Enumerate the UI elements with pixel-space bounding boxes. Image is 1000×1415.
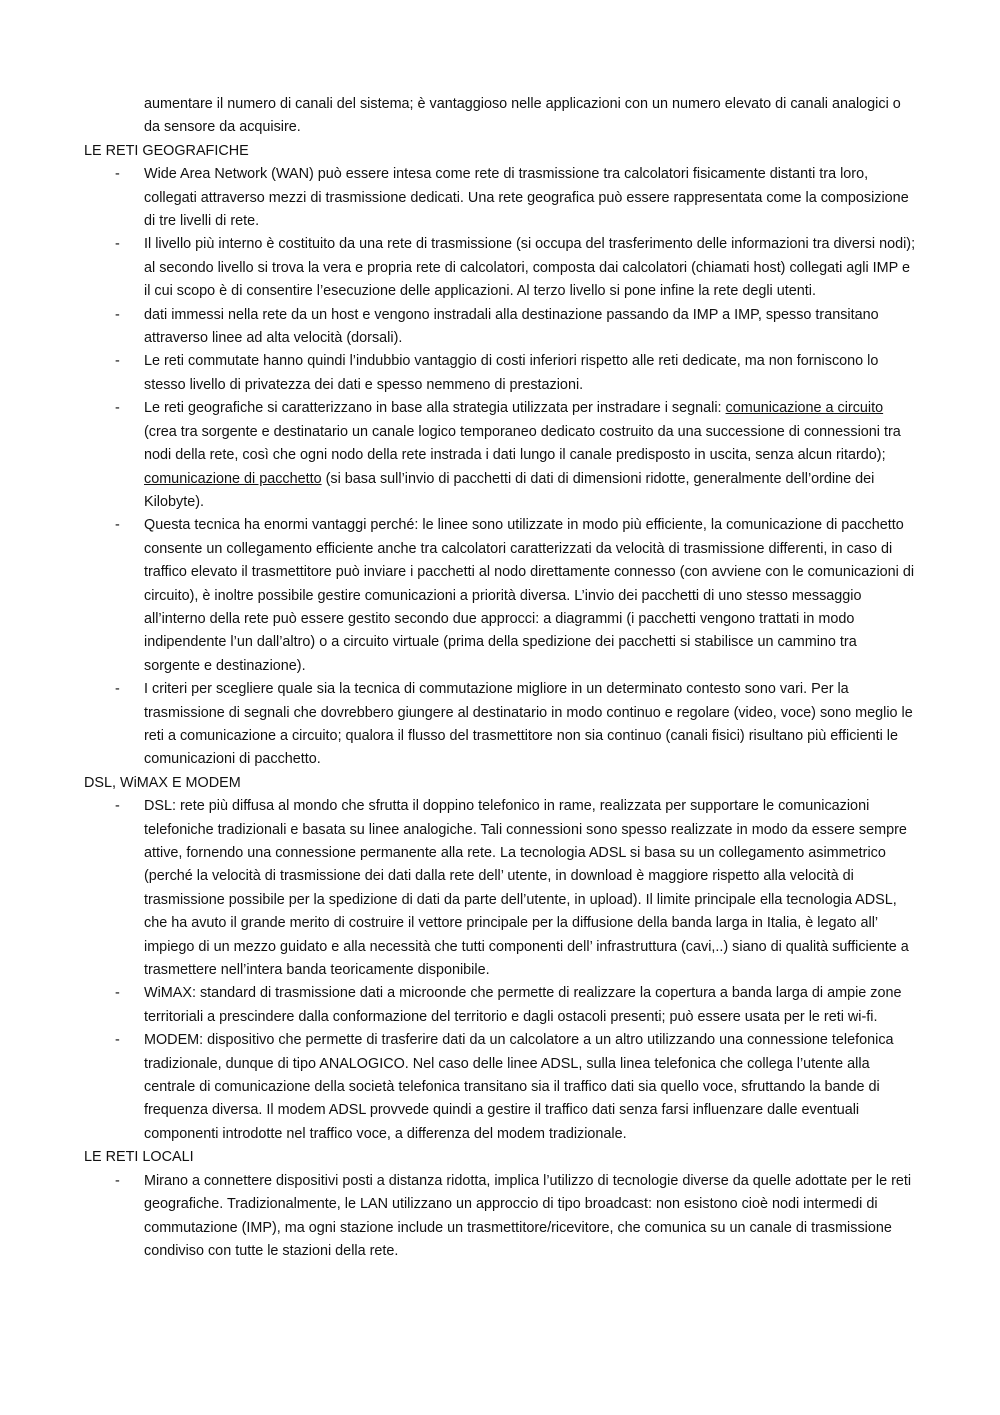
bullet-dash: - bbox=[115, 400, 120, 417]
document-body bbox=[0, 93, 1000, 1263]
list-item-text: DSL: rete più diffusa al mondo che sfrutta il doppino telefonico in rame, realizzata per supportare le comunicazioni telefoniche tradizionali e basata su linee analogiche. Tali connessioni sono spesso realizzate in modo da essere sempre attive, fornendo una connessione permanente alla rete. La tecnologia ADSL si basa su un collegamento asimmetrico (perché la velocità di trasmissione dei dati dalla rete dell’ utente, in download è maggiore rispetto alla velocità di trasmissione possibile per la spedizione di dati da parte dell’utente, in upload). Il limite principale ella tecnologia ADSL, che ha avuto il grande merito di costruire il vettore principale per la diffusione della banda larga in Italia, è legato all’ impiego di un mezzo guidato e alla necessità che tutti componenti dell’ infrastruttura (cavi,..) siano di qualità sufficiente a trasmettere nell’intera banda teoricamente disponibile. bbox=[144, 798, 909, 979]
bullet-dash: - bbox=[115, 1172, 120, 1189]
bullet-dash: - bbox=[115, 517, 120, 534]
list-item bbox=[115, 304, 916, 351]
list-item bbox=[115, 233, 916, 303]
list-item bbox=[115, 397, 916, 514]
list-item bbox=[115, 1170, 916, 1264]
list-item-text: Questa tecnica ha enormi vantaggi perché: le linee sono utilizzate in modo più efficiente, la comunicazione di pacchetto consente un collegamento efficiente anche tra calcolatori caratterizzati da velocità di trasmissione differenti, in caso di traffico elevato il trasmettitore può inviare i pacchetti al nodo direttamente connesso (con avviene con le comunicazioni di circuito), è inoltre possibile gestire comunicazioni a priorità diversa. L’invio dei pacchetti di uno stesso messaggio all’interno della rete può essere gestito secondo due approcci: a diagrammi (i pacchetti vengono trattati in modo indipendente l’un dall’altro) o a circuito virtuale (prima della spedizione dei pacchetti si stabilisce un cammino tra sorgente e destinazione). bbox=[144, 517, 915, 674]
term-comunicazione-di-pacchetto: comunicazione di pacchetto bbox=[144, 470, 322, 487]
intro-paragraph: aumentare il numero di canali del sistema; è vantaggioso nelle applicazioni con un numero elevato di canali analogici o da sensore da acquisire. bbox=[144, 96, 901, 136]
bullet-dash: - bbox=[115, 236, 120, 253]
list-item bbox=[115, 678, 916, 772]
list-item bbox=[115, 514, 916, 678]
bullet-dash: - bbox=[115, 985, 120, 1002]
list-item-text: Il livello più interno è costituito da una rete di trasmissione (si occupa del trasferimento delle informazioni tra diversi nodi); al secondo livello si trova la vera e propria rete di calcolatori, composta dai calcolatori (chiamati host) collegati agli IMP e il cui scopo è di consentire l’esecuzione delle applicazioni. Al terzo livello si pone infine la rete degli utenti. bbox=[144, 236, 916, 300]
bullet-dash: - bbox=[115, 681, 120, 698]
list-item-text: MODEM: dispositivo che permette di trasferire dati da un calcolatore a un altro utilizzando una connessione telefonica tradizionale, dunque di tipo ANALOGICO. Nel caso delle linee ADSL, sulla linea telefonica che collega l’utente alla centrale di comunicazione della società telefonica transitano sia il traffico dati sia quello voce, sfruttando la bande di frequenza diversa. Il modem ADSL provvede quindi a gestire il traffico dati senza farsi influenzare dalle eventuali componenti introdotte nel traffico voce, a differenza del modem tradizionale. bbox=[144, 1032, 894, 1142]
text-run: (si basa sull’invio di pacchetti di dati di dimensioni ridotte, generalmente dell’ordine dei Kilobyte). bbox=[144, 470, 875, 510]
list-item-text: Mirano a connettere dispositivi posti a distanza ridotta, implica l’utilizzo di tecnologie diverse da quelle adottate per le reti geografiche. Tradizionalmente, le LAN utilizzano un approccio di tipo broadcast: non esistono cioè nodi intermedi di commutazione (IMP), ma ogni stazione include un trasmettitore/ricevitore, che comunica su un canale di trasmissione condiviso con tutte le stazioni della rete. bbox=[144, 1172, 912, 1259]
section-heading-reti-geografiche: LE RETI GEOGRAFICHE bbox=[84, 142, 249, 159]
list-item bbox=[115, 795, 916, 982]
bullet-dash: - bbox=[115, 798, 120, 815]
list-item-text: Le reti commutate hanno quindi l’indubbio vantaggio di costi inferiori rispetto alle reti dedicate, ma non forniscono lo stesso livello di privatezza dei dati e spesso nemmeno di prestazioni. bbox=[144, 353, 879, 393]
bullet-dash: - bbox=[115, 1032, 120, 1049]
bullet-dash: - bbox=[115, 306, 120, 323]
list-item-text: dati immessi nella rete da un host e vengono instradali alla destinazione passando da IMP a IMP, spesso transitano attraverso linee ad alta velocità (dorsali). bbox=[144, 306, 879, 347]
list-item bbox=[115, 163, 916, 233]
text-run: Le reti geografiche si caratterizzano in base alla strategia utilizzata per instradare i segnali: bbox=[144, 400, 726, 417]
term-comunicazione-a-circuito: comunicazione a circuito bbox=[725, 400, 884, 417]
list-item bbox=[115, 350, 916, 397]
text-run: (crea tra sorgente e destinatario un canale logico temporaneo dedicato costruito da una successione di connessioni tra nodi della rete, così che ogni nodo della rete instrada i dati lungo il canale predisposto in uscita, senza alcun ritardo); bbox=[144, 423, 901, 464]
list-item-text: I criteri per scegliere quale sia la tecnica di commutazione migliore in un determinato contesto sono vari. Per la trasmissione di segnali che dovrebbero giungere al destinatario in modo continuo e regolare (video, voce) sono meglio le reti a comunicazione a circuito; qualora il flusso del trasmettitore non sia continuo (canali fisici) risultano più efficienti le comunicazioni di pacchetto. bbox=[144, 681, 913, 768]
section-heading-dsl-wimax-modem: DSL, WiMAX E MODEM bbox=[84, 774, 241, 791]
list-item-text: Wide Area Network (WAN) può essere intesa come rete di trasmissione tra calcolatori fisicamente distanti tra loro, collegati attraverso mezzi di trasmissione dedicati. Una rete geografica può essere rappresentata come la composizione di tre livelli di rete. bbox=[144, 166, 909, 230]
section-heading-reti-locali: LE RETI LOCALI bbox=[84, 1149, 194, 1166]
list-item bbox=[115, 982, 916, 1029]
list-item-text: WiMAX: standard di trasmissione dati a microonde che permette di realizzare la copertura a banda larga di ampie zone territoriali a prescindere dalla conformazione del territorio e dagli ostacoli presenti; può essere usata per le reti wi-fi. bbox=[144, 985, 902, 1025]
bullet-dash: - bbox=[115, 353, 120, 370]
bullet-dash: - bbox=[115, 166, 120, 183]
list-item-text bbox=[144, 400, 901, 510]
list-item bbox=[115, 1029, 916, 1146]
